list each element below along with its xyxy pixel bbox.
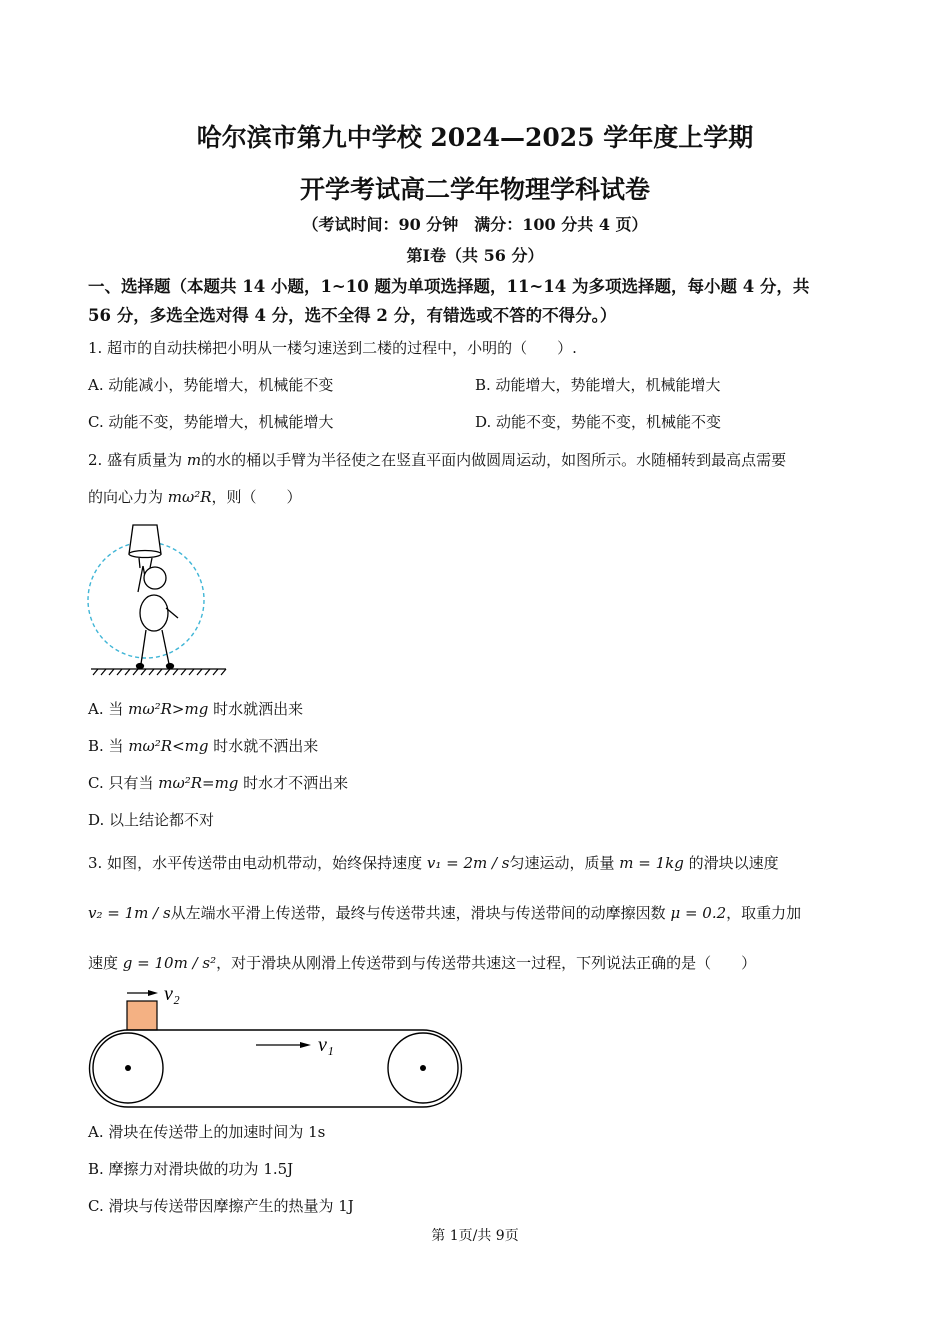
q2-stem-line-1: 2. 盛有质量为 m的水的桶以手臂为半径使之在竖直平面内做圆周运动，如图所示。水随桶转到最高点需要 (88, 451, 787, 469)
part-title: 第Ⅰ卷（共 56 分） (406, 246, 544, 265)
q2-option-b: B. 当 mω²R<mg 时水就不洒出来 (88, 737, 319, 755)
q1-stem: 1. 超市的自动扶梯把小明从一楼匀速送到二楼的过程中，小明的（ ）. (88, 339, 577, 357)
section-heading-line-2: 56 分，多选全选对得 4 分，选不全得 2 分，有错选或不答的不得分。） (88, 306, 617, 325)
left-pulley (93, 1033, 163, 1103)
q2-stem-line-2: 的向心力为 mω²R，则（ ） (88, 488, 302, 506)
q1-option-d: D. 动能不变，势能不变，机械能不变 (475, 413, 722, 431)
title-line-2: 开学考试高二学年物理学科试卷 (299, 175, 650, 204)
q2-option-c: C. 只有当 mω²R=mg 时水才不洒出来 (88, 774, 349, 792)
ground (91, 669, 226, 675)
q3-stem-line-2: v₂ = 1m / s从左端水平滑上传送带，最终与传送带共速，滑块与传送带间的动摩擦因数 μ = 0.2，取重力加 (88, 904, 802, 922)
q2-option-a: A. 当 mω²R>mg 时水就洒出来 (88, 700, 304, 718)
bucket-figure (86, 520, 231, 680)
section-heading-line-1: 一、选择题（本题共 14 小题，1~10 题为单项选择题，11~14 为多项选择题，每小题 4 分，共 (88, 277, 810, 296)
q1-option-a: A. 动能减小，势能增大，机械能不变 (88, 376, 334, 394)
q1-option-c: C. 动能不变，势能增大，机械能增大 (88, 413, 334, 431)
q1-option-b: B. 动能增大，势能增大，机械能增大 (475, 376, 721, 394)
q3-option-c: C. 滑块与传送带因摩擦产生的热量为 1J (88, 1197, 354, 1215)
q3-option-a: A. 滑块在传送带上的加速时间为 1s (88, 1123, 326, 1141)
v2-label: v₂ (164, 983, 180, 1005)
title-line-1: 哈尔滨市第九中学校 2024—2025 学年度上学期 (196, 123, 754, 152)
q2-option-d: D. 以上结论都不对 (88, 811, 215, 829)
q3-stem-line-1: 3. 如图，水平传送带由电动机带动，始终保持速度 v₁ = 2m / s匀速运动，质量 m = 1kg 的滑块以速度 (88, 854, 779, 872)
q3-stem-line-3: 速度 g = 10m / s²，对于滑块从刚滑上传送带到与传送带共速这一过程，下列说法正确的是（ ） (88, 954, 757, 972)
bucket-icon (129, 525, 161, 568)
v1-arrow (256, 1042, 311, 1048)
slider-block (127, 1001, 157, 1030)
exam-info: （考试时间：90 分钟 满分：100 分共 4 页） (302, 215, 648, 234)
right-pulley (388, 1033, 458, 1103)
v1-label: v₁ (318, 1034, 334, 1056)
conveyor-figure (86, 982, 466, 1112)
page-number: 第 1页/共 9页 (431, 1228, 519, 1244)
person-figure (137, 566, 179, 669)
v2-arrow (127, 990, 158, 996)
q3-option-b: B. 摩擦力对滑块做的功为 1.5J (88, 1160, 294, 1178)
